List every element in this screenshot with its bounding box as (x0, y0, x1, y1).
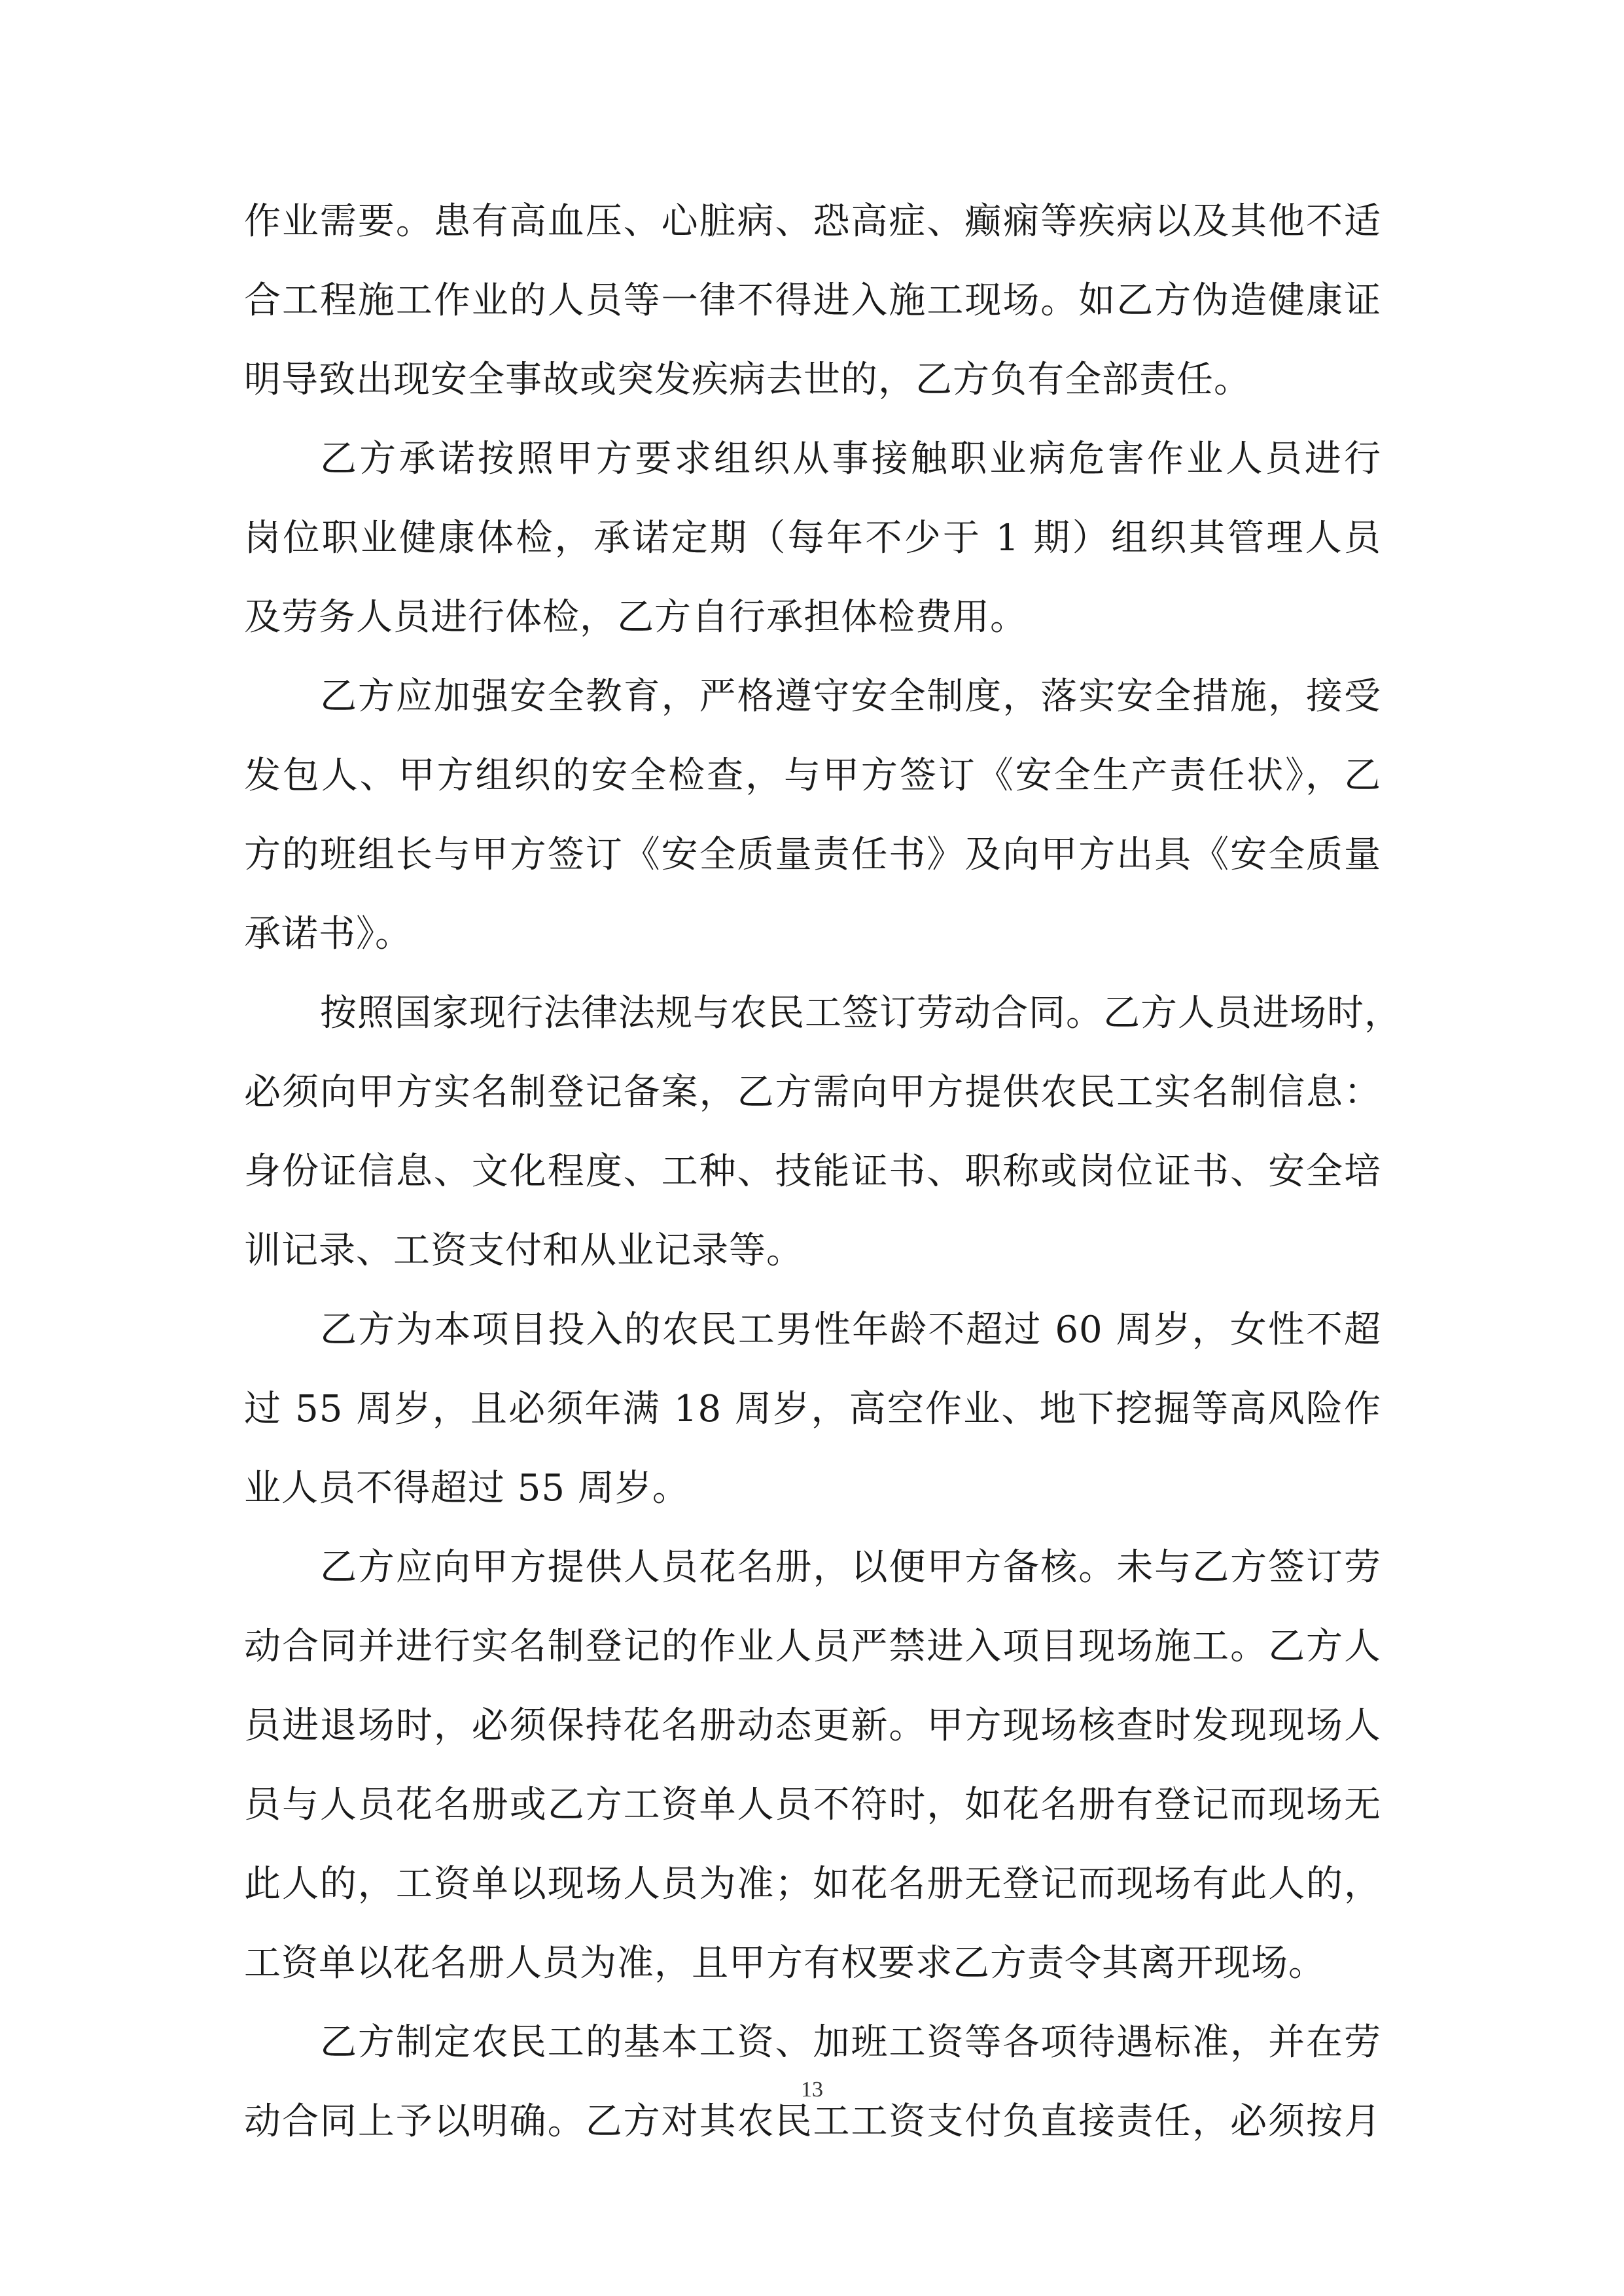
paragraph-7-line-2: 动合同上予以明确。乙方对其农民工工资支付负直接责任，必须按月 (244, 2100, 1381, 2143)
paragraph-4-line-4: 训记录、工资支付和从业记录等。 (244, 1229, 803, 1272)
paragraph-2-line-3: 及劳务人员进行体检，乙方自行承担体检费用。 (244, 596, 1027, 639)
paragraph-6-line-5: 此人的，工资单以现场人员为准；如花名册无登记而现场有此人的， (244, 1863, 1381, 1905)
paragraph-7-line-1: 乙方制定农民工的基本工资、加班工资等各项待遇标准，并在劳 (320, 2021, 1381, 2064)
paragraph-1-line-3: 明导致出现安全事故或突发疾病去世的，乙方负有全部责任。 (244, 359, 1251, 401)
paragraph-6-line-6: 工资单以花名册人员为准，且甲方有权要求乙方责令其离开现场。 (244, 1942, 1326, 1985)
paragraph-6-line-3: 员进退场时，必须保持花名册动态更新。甲方现场核查时发现现场人 (244, 1704, 1381, 1747)
paragraph-1-line-2: 合工程施工作业的人员等一律不得进入施工现场。如乙方伪造健康证 (244, 279, 1381, 322)
paragraph-6-line-4: 员与人员花名册或乙方工资单人员不符时，如花名册有登记而现场无 (244, 1784, 1381, 1826)
paragraph-2-line-2: 岗位职业健康体检，承诺定期（每年不少于 1 期）组织其管理人员 (244, 517, 1381, 559)
paragraph-4-line-1: 按照国家现行法律法规与农民工签订劳动合同。乙方人员进场时， (320, 992, 1402, 1034)
paragraph-5-line-3: 业人员不得超过 55 周岁。 (244, 1467, 690, 1510)
paragraph-3-line-1: 乙方应加强安全教育，严格遵守安全制度，落实安全措施，接受 (320, 675, 1381, 718)
paragraph-2-line-1: 乙方承诺按照甲方要求组织从事接触职业病危害作业人员进行 (320, 438, 1381, 480)
paragraph-3-line-4: 承诺书》。 (244, 913, 412, 955)
paragraph-1-line-1: 作业需要。患有高血压、心脏病、恐高症、癫痫等疾病以及其他不适 (244, 200, 1381, 243)
paragraph-5-line-1: 乙方为本项目投入的农民工男性年龄不超过 60 周岁，女性不超 (320, 1309, 1381, 1351)
paragraph-5-line-2: 过 55 周岁，且必须年满 18 周岁，高空作业、地下挖掘等高风险作 (244, 1388, 1381, 1430)
body-text (244, 182, 1402, 2161)
paragraph-4-line-3: 身份证信息、文化程度、工种、技能证书、职称或岗位证书、安全培 (244, 1150, 1381, 1193)
paragraph-6-line-1: 乙方应向甲方提供人员花名册，以便甲方备核。未与乙方签订劳 (320, 1546, 1381, 1589)
paragraph-6-line-2: 动合同并进行实名制登记的作业人员严禁进入项目现场施工。乙方人 (244, 1625, 1381, 1668)
page-number: 13 (801, 2077, 823, 2102)
paragraph-4-line-2: 必须向甲方实名制登记备案，乙方需向甲方提供农民工实名制信息： (244, 1071, 1381, 1114)
paragraph-3-line-3: 方的班组长与甲方签订《安全质量责任书》及向甲方出具《安全质量 (244, 834, 1381, 876)
paragraph-3-line-2: 发包人、甲方组织的安全检查，与甲方签订《安全生产责任状》，乙 (244, 754, 1381, 797)
